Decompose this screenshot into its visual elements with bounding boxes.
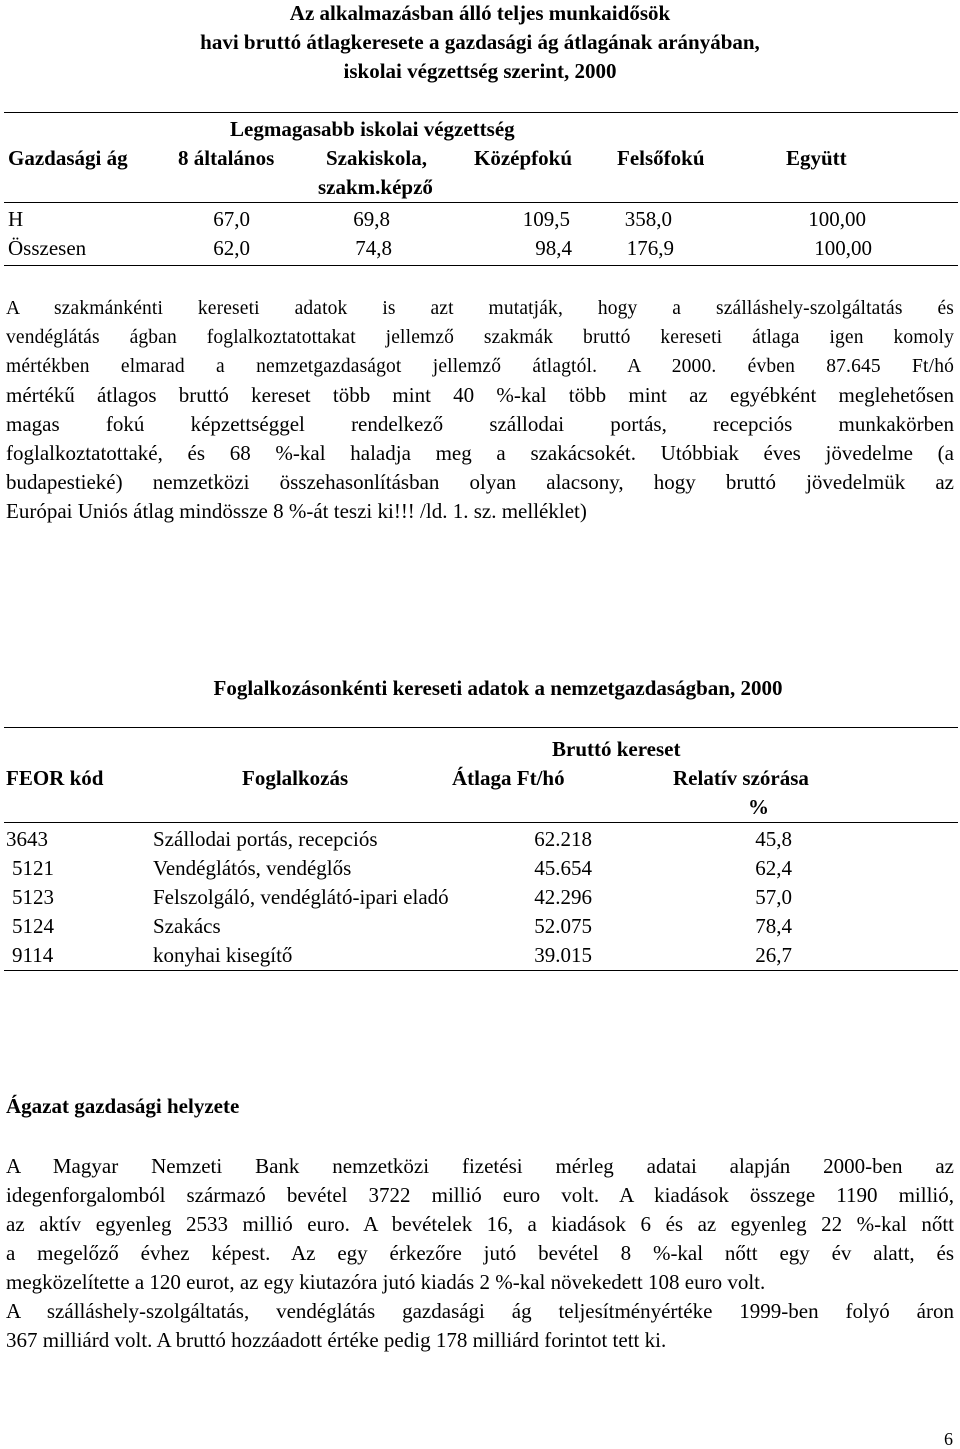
table1-cell: 100,00 [808, 207, 866, 231]
table1-cell: 67,0 [213, 207, 250, 231]
table1-cell: 98,4 [535, 236, 572, 260]
table1-top-rule [4, 112, 958, 113]
table2-code: 5124 [12, 914, 54, 938]
table2-deviation: 57,0 [755, 885, 792, 909]
table2-occupation: Szakács [153, 914, 221, 938]
table1-group-header: Legmagasabb iskolai végzettség [230, 117, 515, 141]
table2-title: Foglalkozásonkénti kereseti adatok a nemzetgazdaságban, 2000 [213, 676, 783, 700]
paragraph-1-line: mértékű átlagos bruttó kereset több mint 40 %-kal több mint az egyébként meglehetősen [6, 383, 954, 407]
table1-cell: 109,5 [522, 207, 570, 231]
table1-col-secondary: Középfokú [474, 146, 573, 170]
paragraph-1-line: magas fokú képzettséggel rendelkező szállodai portás, recepciós munkakörben [6, 412, 954, 436]
table1-col-total: Együtt [786, 146, 847, 170]
table2-average: 52.075 [534, 914, 592, 938]
page-number: 6 [944, 1429, 953, 1449]
table2-deviation: 78,4 [755, 914, 792, 938]
table1-col-vocational-line2: szakm.képző [318, 175, 433, 199]
section-heading: Ágazat gazdasági helyzete [6, 1094, 240, 1118]
section-paragraph-line: a megelőző évhez képest. Az egy érkezőre jutó bevétel 8 %-kal nőtt egy év alatt, és [6, 1241, 954, 1265]
section-paragraph-line: idegenforgalomból származó bevétel 3722 millió euro volt. A kiadások összege 1190 millió, [6, 1183, 954, 1207]
table2-average: 62.218 [534, 827, 592, 851]
table1-cell: 358,0 [624, 207, 672, 231]
table1-header-rule [4, 202, 958, 203]
table2-group-header: Bruttó kereset [552, 737, 681, 761]
table2-top-rule [4, 727, 958, 728]
table1-title-line-3: iskolai végzettség szerint, 2000 [343, 59, 617, 83]
table1-row-label: Összesen [8, 236, 87, 260]
table1-col-tertiary: Felsőfokú [617, 146, 705, 170]
table2-bottom-rule [4, 970, 958, 971]
table1-cell: 100,00 [814, 236, 872, 260]
table2-occupation: Felszolgáló, vendéglátó-ipari eladó [153, 885, 449, 909]
table2-col-code: FEOR kód [6, 766, 104, 790]
table1-cell: 74,8 [355, 236, 392, 260]
paragraph-1-line: mértékben elmarad a nemzetgazdaságot jellemző átlagtól. A 2000. évben 87.645 Ft/hó [6, 356, 954, 377]
table1-cell: 62,0 [213, 236, 250, 260]
table2-average: 45.654 [534, 856, 592, 880]
table2-col-deviation: Relatív szórása [673, 766, 809, 790]
table1-col-sector: Gazdasági ág [8, 146, 128, 170]
table2-header-rule [4, 822, 958, 823]
table2-col-average: Átlaga Ft/hó [452, 766, 565, 790]
paragraph-1-line: vendéglátás ágban foglalkoztatottakat jellemző szakmák bruttó kereseti átlaga igen komoly [6, 327, 954, 348]
table2-occupation: konyhai kisegítő [153, 943, 293, 967]
table2-code: 5123 [12, 885, 54, 909]
paragraph-1-line: Európai Uniós átlag mindössze 8 %-át teszi ki!!! /ld. 1. sz. melléklet) [6, 499, 587, 523]
table1-cell: 176,9 [626, 236, 674, 260]
table2-deviation: 45,8 [755, 827, 792, 851]
section-paragraph-line: 367 milliárd volt. A bruttó hozzáadott értéke pedig 178 milliárd forintot tett ki. [6, 1328, 667, 1352]
paragraph-1-line: budapestieké) nemzetközi összehasonlításban olyan alacsony, hogy bruttó jövedelmük az [6, 470, 954, 494]
table2-deviation: 26,7 [755, 943, 792, 967]
table2-deviation: 62,4 [755, 856, 792, 880]
table2-occupation: Szállodai portás, recepciós [153, 827, 378, 851]
section-paragraph-line: A szálláshely-szolgáltatás, vendéglátás gazdasági ág teljesítményértéke 1999-ben folyó áron [6, 1299, 954, 1323]
section-paragraph-line: az aktív egyenleg 2533 millió euro. A bevételek 16, a kiadások 6 és az egyenleg 22 %-kal nőtt [6, 1212, 954, 1236]
paragraph-1-line: foglalkoztatottaké, és 68 %-kal haladja meg a szakácsokét. Utóbbiak éves jövedelme (a [6, 441, 954, 465]
table1-title-line-1: Az alkalmazásban álló teljes munkaidősök [289, 1, 671, 25]
table1-bottom-rule [4, 265, 958, 266]
table1-title-line-2: havi bruttó átlagkeresete a gazdasági ág átlagának arányában, [200, 30, 760, 54]
section-paragraph-line: A Magyar Nemzeti Bank nemzetközi fizetési mérleg adatai alapján 2000-ben az [6, 1154, 954, 1178]
table2-col-deviation-unit: % [748, 795, 769, 819]
section-paragraph-line: megközelítette a 120 eurot, az egy kiutazóra jutó kiadás 2 %-kal növekedett 108 euro volt. [6, 1270, 766, 1294]
table2-average: 39.015 [534, 943, 592, 967]
table2-average: 42.296 [534, 885, 592, 909]
table2-code: 9114 [12, 943, 54, 967]
table1-col-vocational: Szakiskola, [326, 146, 427, 170]
table2-occupation: Vendéglátós, vendéglős [153, 856, 352, 880]
table1-col-elementary: 8 általános [178, 146, 275, 170]
paragraph-1-line: A szakmánkénti kereseti adatok is azt mutatják, hogy a szálláshely-szolgáltatás és [6, 298, 954, 319]
table2-code: 3643 [6, 827, 48, 851]
table1-cell: 69,8 [353, 207, 390, 231]
table2-code: 5121 [12, 856, 54, 880]
table1-row-label: H [8, 207, 24, 231]
table2-col-occupation: Foglalkozás [242, 766, 349, 790]
